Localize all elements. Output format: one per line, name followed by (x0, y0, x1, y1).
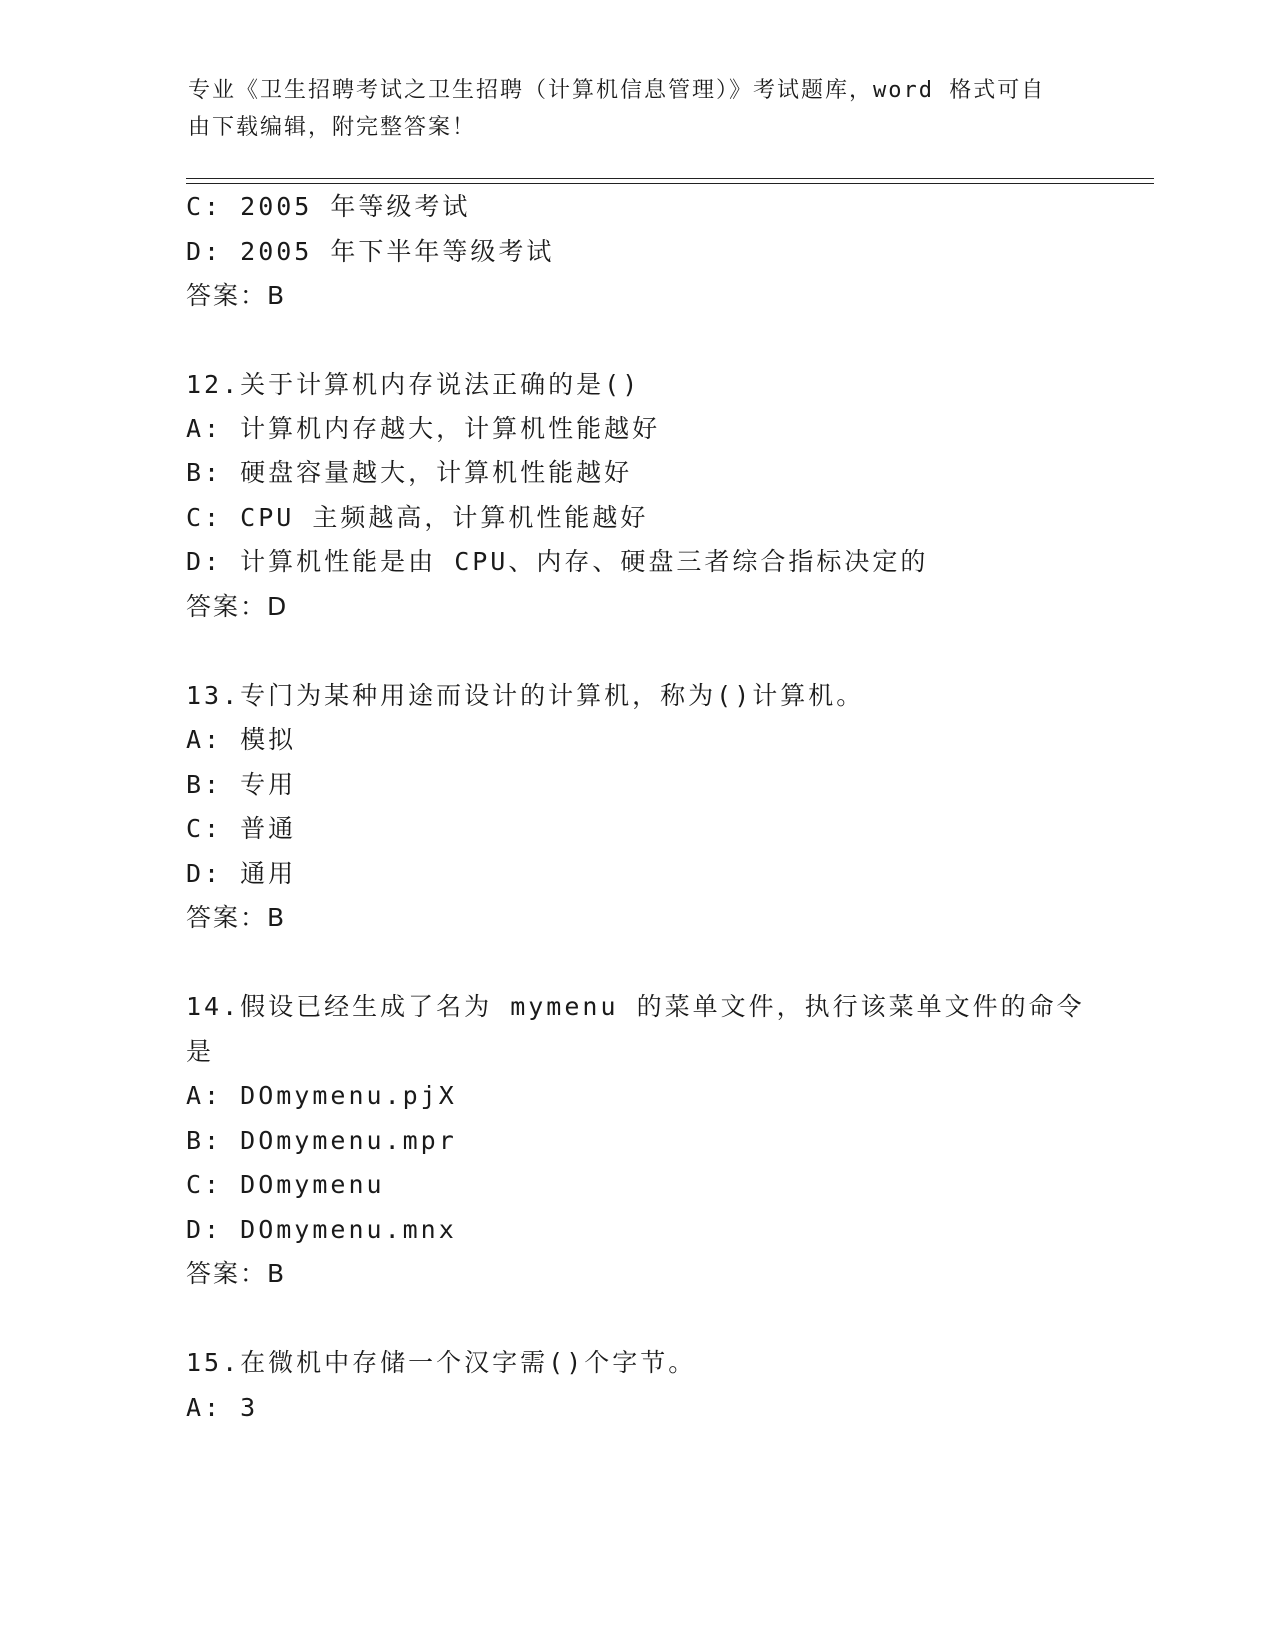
q14-option-a: A: DOmymenu.pjX (186, 1081, 457, 1110)
q15-option-a: A: 3 (186, 1393, 259, 1422)
q12-option-b: B: 硬盘容量越大，计算机性能越好 (186, 458, 633, 487)
q12-answer: 答案：D (186, 592, 289, 621)
q12-option-a: A: 计算机内存越大，计算机性能越好 (186, 414, 661, 443)
q13-option-d: D: 通用 (186, 859, 297, 888)
header-line-2: 由下载编辑，附完整答案！ (188, 115, 477, 140)
q12-option-d: D: 计算机性能是由 CPU、内存、硬盘三者综合指标决定的 (186, 547, 929, 576)
q14-question-line-2: 是 (186, 1037, 215, 1066)
q15-question: 15.在微机中存储一个汉字需()个字节。 (186, 1348, 697, 1377)
q12-question: 12.关于计算机内存说法正确的是() (186, 370, 641, 399)
q13-answer: 答案：B (186, 903, 287, 932)
q14-option-d: D: DOmymenu.mnx (186, 1215, 457, 1244)
q14-question-line-1: 14.假设已经生成了名为 mymenu 的菜单文件，执行该菜单文件的命令 (186, 992, 1085, 1021)
header-line-1: 专业《卫生招聘考试之卫生招聘（计算机信息管理）》考试题库，word 格式可自 (188, 78, 1046, 103)
q11-answer: 答案：B (186, 281, 287, 310)
document-header (188, 72, 1068, 146)
q13-option-c: C: 普通 (186, 814, 297, 843)
q14-answer: 答案：B (186, 1259, 287, 1288)
q11-option-c: C: 2005 年等级考试 (186, 192, 471, 221)
q13-question: 13.专门为某种用途而设计的计算机，称为()计算机。 (186, 681, 865, 710)
q14-option-b: B: DOmymenu.mpr (186, 1126, 457, 1155)
q13-option-b: B: 专用 (186, 770, 297, 799)
q12-option-c: C: CPU 主频越高，计算机性能越好 (186, 503, 649, 532)
q14-option-c: C: DOmymenu (186, 1170, 385, 1199)
header-divider-top (186, 178, 1154, 179)
header-divider-bottom (186, 183, 1154, 184)
q13-option-a: A: 模拟 (186, 725, 297, 754)
q11-option-d: D: 2005 年下半年等级考试 (186, 237, 555, 266)
